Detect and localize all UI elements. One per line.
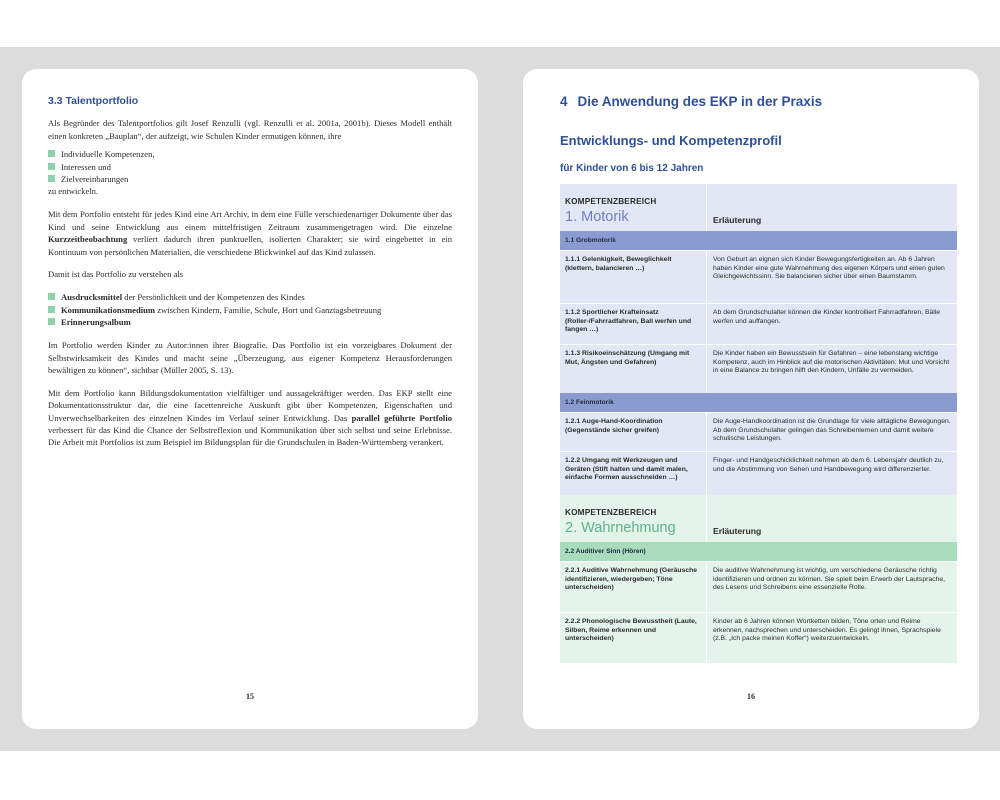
paragraph-archive: [48, 208, 452, 258]
bold-term: Kommunikationsmedium: [61, 304, 156, 315]
list-item: Zielvereinbarungen: [48, 173, 452, 185]
list-item: Interessen und: [48, 161, 452, 173]
chapter-title: Die Anwendung des EKP in der Praxis: [577, 94, 823, 109]
chapter-heading: [560, 94, 822, 109]
table-row: [560, 451, 957, 495]
chapter-number: 4: [560, 94, 568, 109]
list-item: [48, 304, 452, 316]
bold-term: Erinnerungsalbum: [61, 317, 131, 328]
item-description: Die Kinder haben ein Bewusstsein für Gefahren – eine lebenslang wichtige Kompetenz, auch im Hinblick auf die motorischen Aktivitäten: Mut und Vorsicht in eine Balance zu bringen hilft den Kindern, Unfälle zu vermeiden.: [706, 345, 957, 393]
section-title: 3.3 Talentportfolio: [48, 95, 139, 107]
list-item: [48, 316, 452, 328]
item-description: Die Auge-Handkoordination ist die Grundlage für viele alltägliche Bewegungen. Ab dem Grundschulalter gelingen das Schreibenlernen und damit weitere schulische Leistungen.: [706, 413, 957, 451]
item-description: Die auditive Wahrnehmung ist wichtig, um verschiedene Geräusche richtig identifizieren und ordnen zu können. Sie spielt beim Erwerb der Lautsprache, des Lesens und Schreibens eine essenzielle Rolle.: [706, 562, 957, 612]
text: der Persönlichkeit und der Kompetenzen des Kindes: [122, 292, 305, 303]
item-name: 1.1.2 Sportlicher Krafteinsatz (Roller-/Fahrradfahren, Ball werfen und fangen …): [565, 309, 692, 334]
competence-table: [560, 184, 957, 663]
explanation-header: Erläuterung: [713, 215, 762, 225]
profile-heading: Entwicklungs- und Kompetenzprofil: [560, 133, 782, 148]
block-label: KOMPETENZBEREICH: [565, 508, 657, 517]
subsection-header: 2.2 Auditiver Sinn (Hören): [560, 542, 957, 561]
subsection-header: 1.1 Grobmotorik: [560, 231, 957, 250]
bold-term: Kurzzeitbeobachtung: [48, 234, 128, 245]
text: Mit dem Portfolio entsteht für jedes Kind eine Art Archiv, in dem eine Fülle verschiedenartiger Dokumente über das Kind und seine Entwicklung aus einem mittelfristigen Zeitraum zusammengetragen wird. Die einzelne: [48, 209, 452, 232]
paragraph-biography: Im Portfolio werden Kinder zu Autor:innen ihrer Biografie. Das Portfolio ist ein vorzeigbares Dokument der Selbstwirksamkeit des Kindes und macht seine „Überzeugung, aus eigener Kompetenz Herausforderungen bewältigen zu können“, sichtbar (Müller 2005, S. 13).: [48, 340, 452, 375]
block-header-right: [706, 495, 957, 542]
text: verliert dadurch ihren punktuellen, isolierten Charakter; sie wird eingebettet in ein Kontinuum von persönlichen Materialien, die verschiedene Blickwinkel auf das Kind zulassen.: [48, 234, 452, 257]
explanation-header: Erläuterung: [713, 526, 762, 536]
item-name: 2.2.1 Auditive Wahrnehmung (Geräusche identifizieren, wiedergeben; Töne unterscheiden): [565, 567, 698, 592]
bold-term: Ausdrucksmittel: [61, 292, 123, 303]
block-name: 1. Motorik: [565, 209, 629, 225]
item-description: Kinder ab 6 Jahren können Wortketten bilden, Töne orten und Reime erkennen, nachsprechen und unterscheiden. Es gelingt ihnen, Sprachspiele (z.B. „Ich packe meinen Koffer“) weiterzuentwickeln.: [706, 613, 957, 663]
item-name: 1.2.1 Auge-Hand-Koordination (Gegenstände sicher greifen): [565, 418, 663, 434]
book-spread: [0, 47, 1000, 751]
bold-term: parallel geführte Portfolio: [351, 412, 453, 423]
bullet-list-portfolio: [48, 291, 452, 328]
item-name: 1.1.1 Gelenkigkeit, Beweglichkeit (klettern, balancieren …): [565, 256, 672, 272]
table-row: [560, 412, 957, 451]
list-item: [48, 291, 452, 303]
paragraph-documentation: [48, 387, 452, 449]
block-header-left: [560, 184, 706, 231]
item-description: Von Geburt an eignen sich Kinder Bewegungsfertigkeiten an. Ab 6 Jahren haben Kinder eine gute Wahrnehmung des eigenen Körpers und einen guten Gleichgewichtssinn. Sie balancieren sicher über einen Baumstamm.: [706, 251, 957, 303]
paragraph-understand: Damit ist das Portfolio zu verstehen als: [48, 269, 184, 280]
table-row: [560, 250, 957, 303]
block-name: 2. Wahrnehmung: [565, 520, 676, 536]
profile-subheading: für Kinder von 6 bis 12 Jahren: [560, 163, 704, 174]
page-right: [523, 69, 979, 729]
paragraph-intro-end: zu entwickeln.: [48, 186, 99, 197]
competence-block-wahrnehmung: [560, 495, 957, 663]
list-item: Individuelle Kompetenzen,: [48, 148, 452, 160]
bullet-list-goals: [48, 148, 452, 185]
block-header: [560, 184, 957, 231]
text: verbessert für das Kind die Chance der Selbstreflexion und Kommunikation über sich selbst und seine Erlebnisse. Die Arbeit mit Portfolios ist zum Beispiel im Bildungsplan für die Grundschulen in Baden-Württemberg verankert.: [48, 425, 452, 448]
block-header: [560, 495, 957, 542]
table-row: [560, 303, 957, 344]
text: zwischen Kindern, Familie, Schule, Hort und Ganztagsbetreuung: [155, 304, 382, 315]
item-name: 1.1.3 Risikoeinschätzung (Umgang mit Mut, Ängsten und Gefahren): [565, 350, 690, 366]
block-label: KOMPETENZBEREICH: [565, 197, 657, 206]
table-row: [560, 612, 957, 663]
text: Mit dem Portfolio kann Bildungsdokumentation vielfältiger und aussagekräftiger werden. Das EKP stellt eine Dokumentationsstruktur dar, die eine facettenreiche Auskunft gibt über Kompetenzen, Eigenschaften und Unverwechselbarkeiten des einzelnen Kindes im Verlauf seiner Entwicklung. Das: [48, 387, 452, 423]
table-row: [560, 561, 957, 612]
item-description: Ab dem Grundschulalter können die Kinder kontrolliert Fahrradfahren, Bälle werfen und auffangen.: [706, 304, 957, 344]
page-number: 16: [747, 692, 755, 701]
item-name: 1.2.2 Umgang mit Werkzeugen und Geräten (Stift halten und damit malen, einfache Formen ausschneiden …): [565, 457, 688, 482]
page-left: [22, 69, 478, 729]
item-description: Finger- und Handgeschicklichkeit nehmen ab dem 6. Lebensjahr deutlich zu, und die Abstimmung von Sehen und Handbewegung wird differenzierter.: [706, 452, 957, 495]
table-row: [560, 344, 957, 393]
item-name: 2.2.2 Phonologische Bewusstheit (Laute, Silben, Reime erkennen und unterscheiden): [565, 618, 697, 643]
block-header-left: [560, 495, 706, 542]
paragraph-intro: Als Begründer des Talentportfolios gilt Josef Renzulli (vgl. Renzulli et al. 2001a, 2001b). Dieses Modell enthält einen konkreten „Bauplan“, der aufzeigt, wie Schulen Kinder ermutigen können, ihre: [48, 118, 452, 141]
competence-block-motorik: [560, 184, 957, 495]
page-number: 15: [246, 692, 254, 701]
block-header-right: [706, 184, 957, 231]
left-page-content: [48, 95, 452, 459]
subsection-header: 1.2 Feinmotorik: [560, 393, 957, 412]
